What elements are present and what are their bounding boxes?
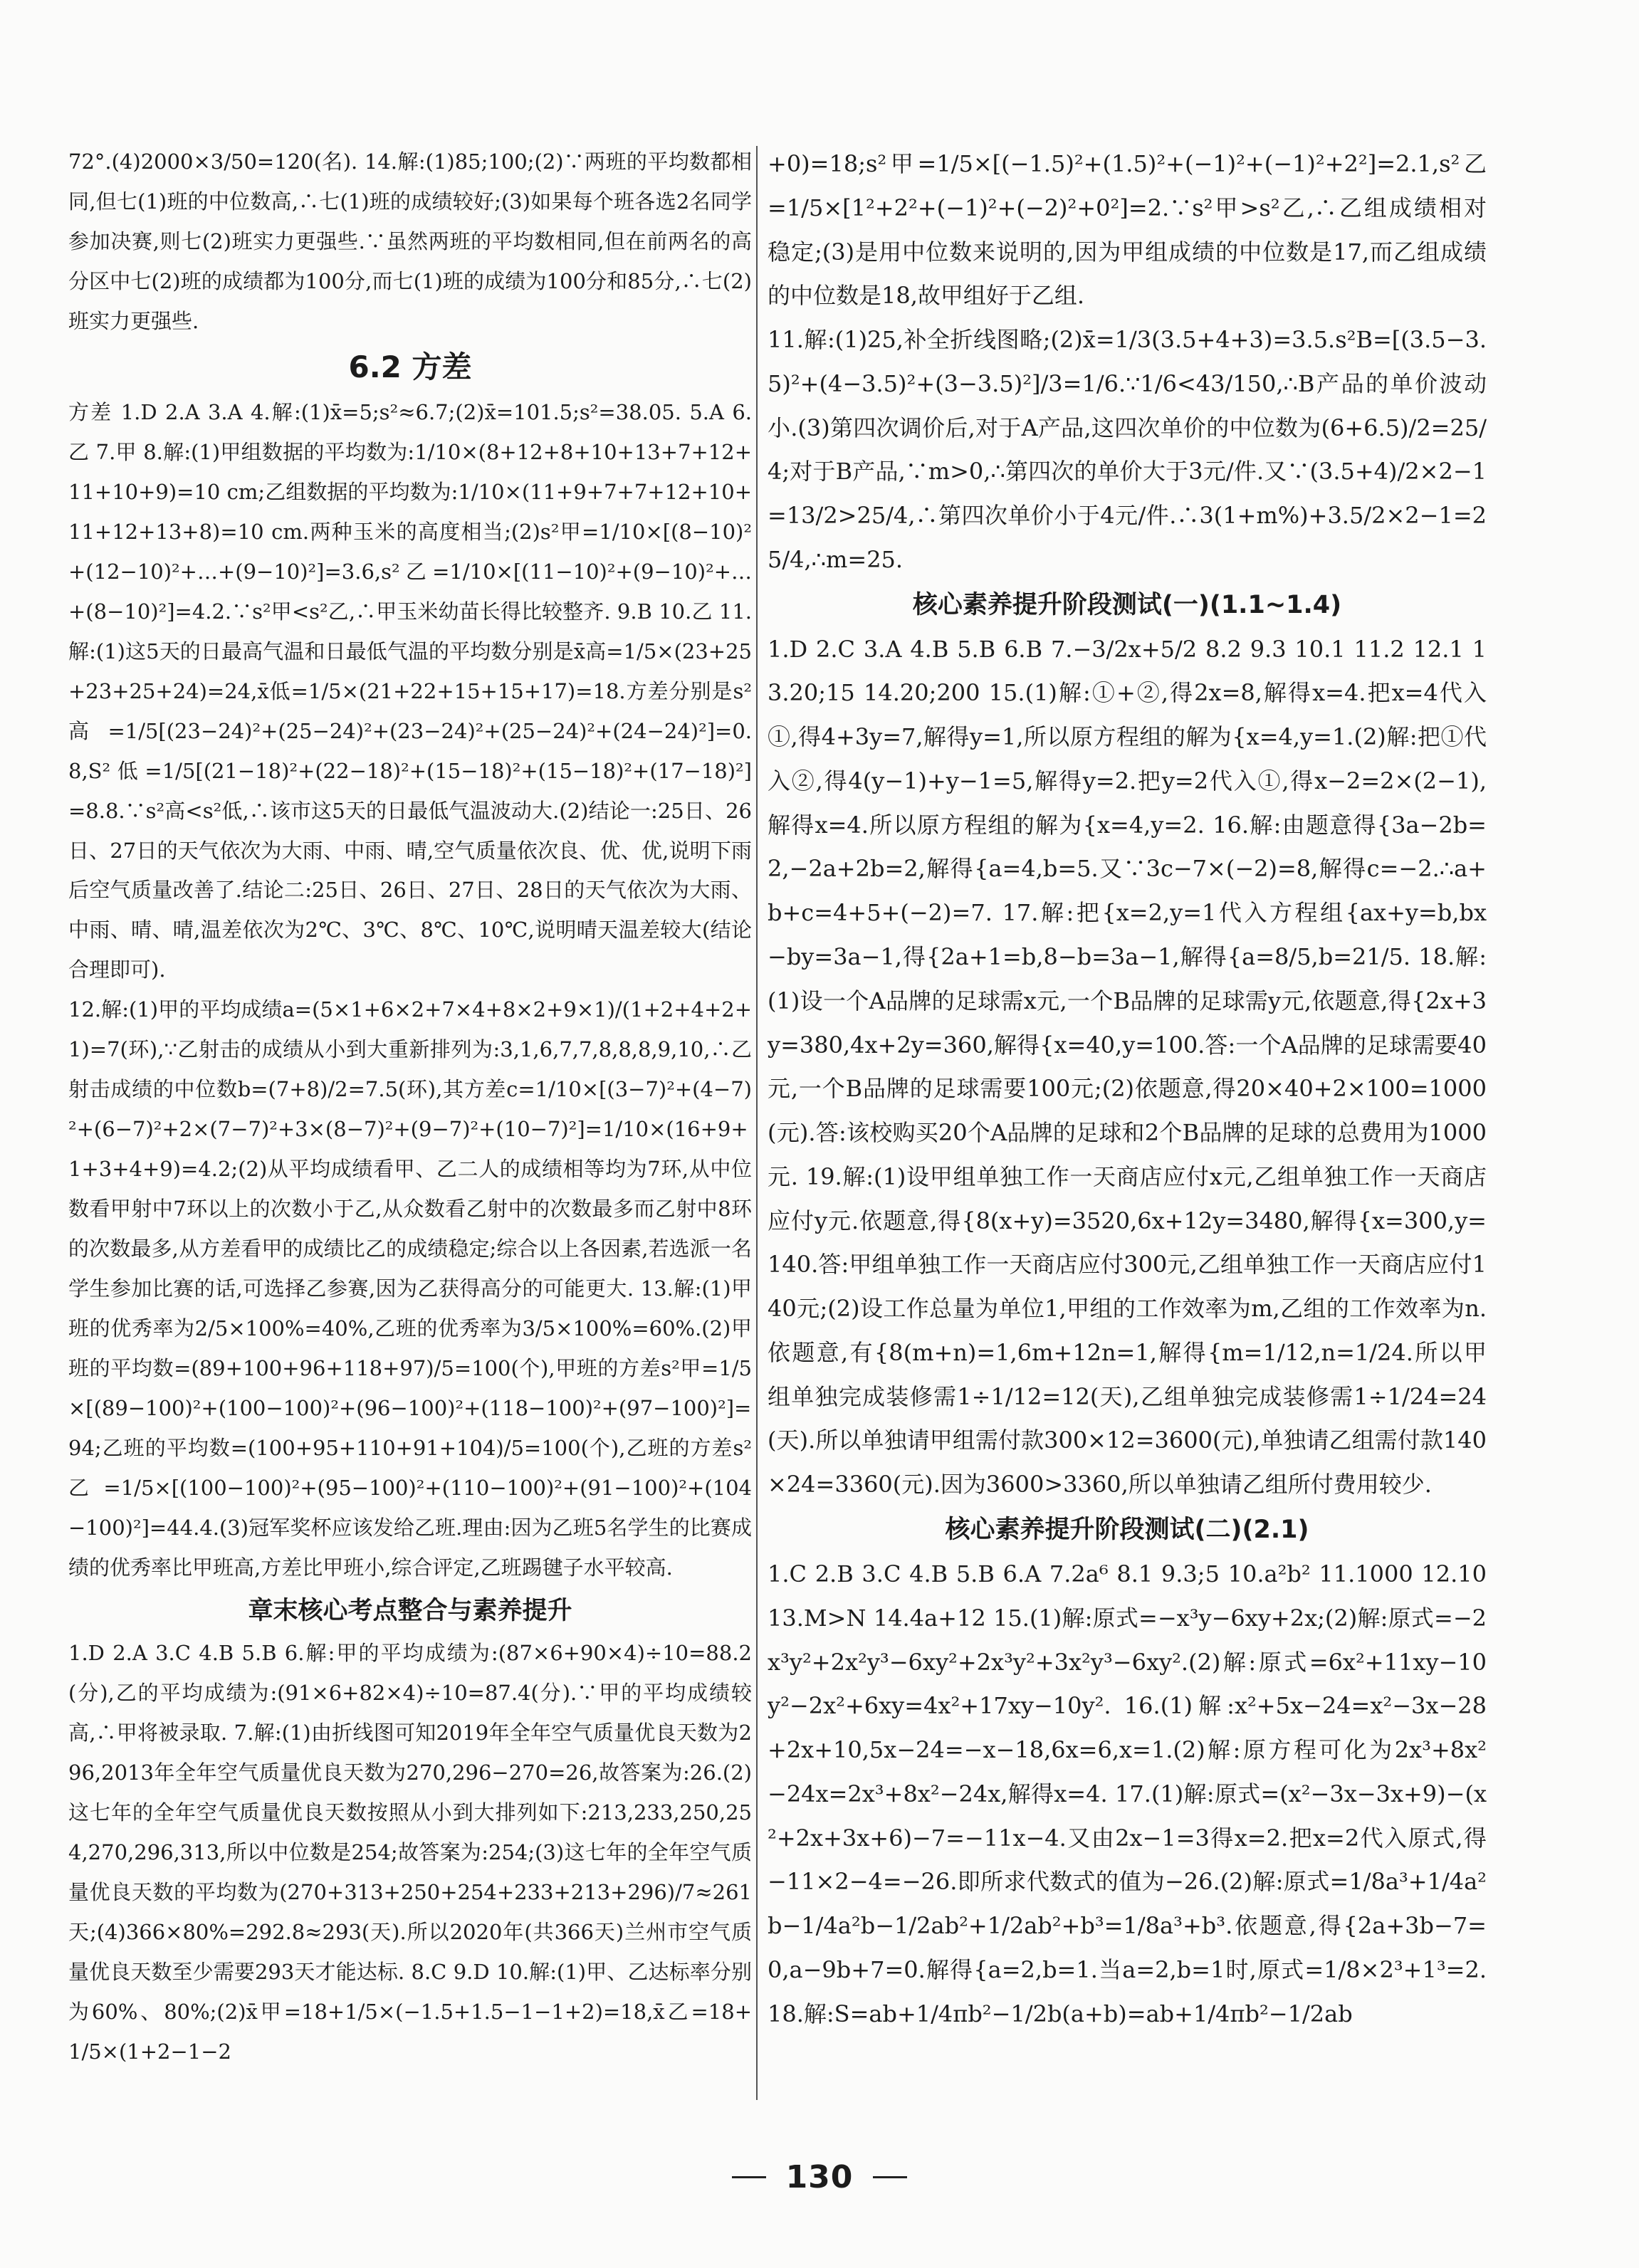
answer-paragraph: 1.D 2.A 3.C 4.B 5.B 6.解:甲的平均成绩为:(87×6+90×4)÷10=88.2(分),乙的平均成绩为:(91×6+82×4)÷10=87.4(分).∵甲的平均成绩较高,∴甲将被录取. 7.解:(1)由折线图可知2019年全年空气质量优良天数为296,2013年全年空气质量优良天数为270,296−270=26,故答案为:26.(2)这七年的全年空气质量优良天数按照从小到大排列如下:213,233,250,254,270,296,313,所以中位数是254;故答案为:254;(3)这七年的全年空气质量优良天数的平均数为(270+313+250+254+233+213+296)/7≈261天;(4)366×80%=292.8≈293(天).所以2020年(共366天)兰州市空气质量优良天数至少需要293天才能达标. 8.C 9.D 10.解:(1)甲、乙达标率分别为60%、80%;(2)x̄甲=18+1/5×(−1.5+1.5−1−1+2)=18,x̄乙=18+1/5×(1+2−1−2 xyxy=(68,1640,752,2064)
left-column xyxy=(68,142,752,2072)
answer-paragraph: 12.解:(1)甲的平均成绩a=(5×1+6×2+7×4+8×2+9×1)/(1+2+4+2+1)=7(环),∵乙射击的成绩从小到大重新排列为:3,1,6,7,7,8,8,8,9,10,∴乙射击成绩的中位数b=(7+8)/2=7.5(环),其方差c=1/10×[(3−7)²+(4−7)²+(6−7)²+2×(7−7)²+3×(8−7)²+(9−7)²+(10−7)²]=1/10×(16+9+1+3+4+9)=4.2;(2)从平均成绩看甲、乙二人的成绩相等均为7环,从中位数看甲射中7环以上的次数小于乙,从众数看乙射中的次数最多而乙射中8环的次数最多,从方差看甲的成绩比乙的成绩稳定;综合以上各因素,若选派一名学生参加比赛的话,可选择乙参赛,因为乙获得高分的可能更大. 13.解:(1)甲班的优秀率为2/5×100%=40%,乙班的优秀率为3/5×100%=60%.(2)甲班的平均数=(89+100+96+118+97)/5=100(个),甲班的方差s²甲=1/5×[(89−100)²+(100−100)²+(96−100)²+(118−100)²+(97−100)²]=94;乙班的平均数=(100+95+110+91+104)/5=100(个),乙班的方差s²乙=1/5×[(100−100)²+(95−100)²+(110−100)²+(91−100)²+(104−100)²]=44.4.(3)冠军奖杯应该发给乙班.理由:因为乙班5名学生的比赛成绩的优秀率比甲班高,方差比甲班小,综合评定,乙班踢毽子水平较高. xyxy=(68,997,752,1580)
section-heading: 核心素养提升阶段测试(二)(2.1) xyxy=(945,1515,1309,1544)
footer-dash-left xyxy=(732,2176,766,2178)
column-divider xyxy=(756,146,758,2100)
answer-paragraph: 1.C 2.B 3.C 4.B 5.B 6.A 7.2a⁶ 8.1 9.3;5 10.a²b² 11.1000 12.10 13.M>N 14.4a+12 15.(1)解:原式=−x³y−6xy+2x;(2)解:原式=−2x³y²+2x²y³−6xy²+2x³y²+3x²y³−6xy².(2)解:原式=6x²+11xy−10y²−2x²+6xy=4x²+17xy−10y². 16.(1)解:x²+5x−24=x²−3x−28+2x+10,5x−24=−x−18,6x=6,x=1.(2)解:原方程可化为2x³+8x²−24x=2x³+8x²−24x,解得x=4. 17.(1)解:原式=(x²−3x−3x+9)−(x²+2x+3x+6)−7=−11x−4.又由2x−1=3得x=2.把x=2代入原式,得−11×2−4=−26.即所求代数式的值为−26.(2)解:原式=1/8a³+1/4a²b−1/4a²b−1/2ab²+1/2ab²+b³=1/8a³+b³.依题意,得{2a+3b−7=0,a−9b+7=0.解得{a=2,b=1.当a=2,b=1时,原式=1/8×2³+1³=2. 18.解:S=ab+1/4πb²−1/2b(a+b)=ab+1/4πb²−1/2ab xyxy=(768,1560,1487,2027)
answer-paragraph: 72°.(4)2000×3/50=120(名). 14.解:(1)85;100;(2)∵两班的平均数都相同,但七(1)班的中位数高,∴七(1)班的成绩较好;(3)如果每个班各选2名同学参加决赛,则七(2)班实力更强些.∵虽然两班的平均数相同,但在前两名的高分区中七(2)班的成绩都为100分,而七(1)班的成绩为100分和85分,∴七(2)班实力更强些. xyxy=(68,149,752,333)
section-heading: 6.2 方差 xyxy=(348,349,472,384)
answer-paragraph: +0)=18;s²甲=1/5×[(−1.5)²+(1.5)²+(−1)²+(−1)²+2²]=2.1,s²乙=1/5×[1²+2²+(−1)²+(−2)²+0²]=2.∵s²甲>s²乙,∴乙组成绩相对稳定;(3)是用中位数来说明的,因为甲组成绩的中位数是17,而乙组成绩的中位数是18,故甲组好于乙组. xyxy=(768,150,1487,310)
footer-dash-right xyxy=(873,2176,907,2178)
answer-paragraph: 1.D 2.C 3.A 4.B 5.B 6.B 7.−3/2x+5/2 8.2 9.3 10.1 11.2 12.1 13.20;15 14.20;200 15.(1)解:①+②,得2x=8,解得x=4.把x=4代入①,得4+3y=7,解得y=1,所以原方程组的解为{x=4,y=1.(2)解:把①代入②,得4(y−1)+y−1=5,解得y=2.把y=2代入①,得x−2=2×(2−1),解得x=4.所以原方程组的解为{x=4,y=2. 16.解:由题意得{3a−2b=2,−2a+2b=2,解得{a=4,b=5.又∵3c−7×(−2)=8,解得c=−2.∴a+b+c=4+5+(−2)=7. 17.解:把{x=2,y=1代入方程组{ax+y=b,bx−by=3a−1,得{2a+1=b,8−b=3a−1,解得{a=8/5,b=21/5. 18.解:(1)设一个A品牌的足球需x元,一个B品牌的足球需y元,依题意,得{2x+3y=380,4x+2y=360,解得{x=40,y=100.答:一个A品牌的足球需要40元,一个B品牌的足球需要100元;(2)依题意,得20×40+2×100=1000(元).答:该校购买20个A品牌的足球和2个B品牌的足球的总费用为1000元. 19.解:(1)设甲组单独工作一天商店应付x元,乙组单独工作一天商店应付y元.依题意,得{8(x+y)=3520,6x+12y=3480,解得{x=300,y=140.答:甲组单独工作一天商店应付300元,乙组单独工作一天商店应付140元;(2)设工作总量为单位1,甲组的工作效率为m,乙组的工作效率为n.依题意,有{8(m+n)=1,6m+12n=1,解得{m=1/12,n=1/24.所以甲组单独完成装修需1÷1/12=12(天),乙组单独完成装修需1÷1/24=24(天).所以单独请甲组需付款300×12=3600(元),单独请乙组需付款140×24=3360(元).因为3600>3360,所以单独请乙组所付费用较少. xyxy=(768,635,1487,1498)
section-heading: 核心素养提升阶段测试(一)(1.1~1.4) xyxy=(912,590,1342,619)
page-footer xyxy=(0,2154,1639,2200)
page-number: 130 xyxy=(785,2158,854,2195)
answer-paragraph: 方差 1.D 2.A 3.A 4.解:(1)x̄=5;s²≈6.7;(2)x̄=101.5;s²=38.05. 5.A 6.乙 7.甲 8.解:(1)甲组数据的平均数为:1/10×(8+12+8+10+13+7+12+11+10+9)=10 cm;乙组数据的平均数为:1/10×(11+9+7+7+12+10+11+12+13+8)=10 cm.两种玉米的高度相当;(2)s²甲=1/10×[(8−10)²+(12−10)²+…+(9−10)²]=3.6,s²乙=1/10×[(11−10)²+(9−10)²+…+(8−10)²]=4.2.∵s²甲<s²乙,∴甲玉米幼苗长得比较整齐. 9.B 10.乙 11.解:(1)这5天的日最高气温和日最低气温的平均数分别是x̄高=1/5×(23+25+23+25+24)=24,x̄低=1/5×(21+22+15+15+17)=18.方差分别是s²高=1/5[(23−24)²+(25−24)²+(23−24)²+(25−24)²+(24−24)²]=0.8,S²低=1/5[(21−18)²+(22−18)²+(15−18)²+(15−18)²+(17−18)²]=8.8.∵s²高<s²低,∴该市这5天的日最低气温波动大.(2)结论一:25日、26日、27日的天气依次为大雨、中雨、晴,空气质量依次良、优、优,说明下雨后空气质量改善了.结论二:25日、26日、27日、28日的天气依次为大雨、中雨、晴、晴,温差依次为2℃、3℃、8℃、10℃,说明晴天温差较大(结论合理即可). xyxy=(68,399,752,982)
answer-paragraph: 11.解:(1)25,补全折线图略;(2)x̄=1/3(3.5+4+3)=3.5.s²B=[(3.5−3.5)²+(4−3.5)²+(3−3.5)²]/3=1/6.∵1/6<43/150,∴B产品的单价波动小.(3)第四次调价后,对于A产品,这四次单价的中位数为(6+6.5)/2=25/4;对于B产品,∵m>0,∴第四次的单价大于3元/件.又∵(3.5+4)/2×2−1=13/2>25/4,∴第四次单价小于4元/件.∴3(1+m%)+3.5/2×2−1=25/4,∴m=25. xyxy=(768,326,1487,573)
section-heading: 章末核心考点整合与素养提升 xyxy=(248,1596,572,1625)
right-column xyxy=(768,142,1487,2036)
